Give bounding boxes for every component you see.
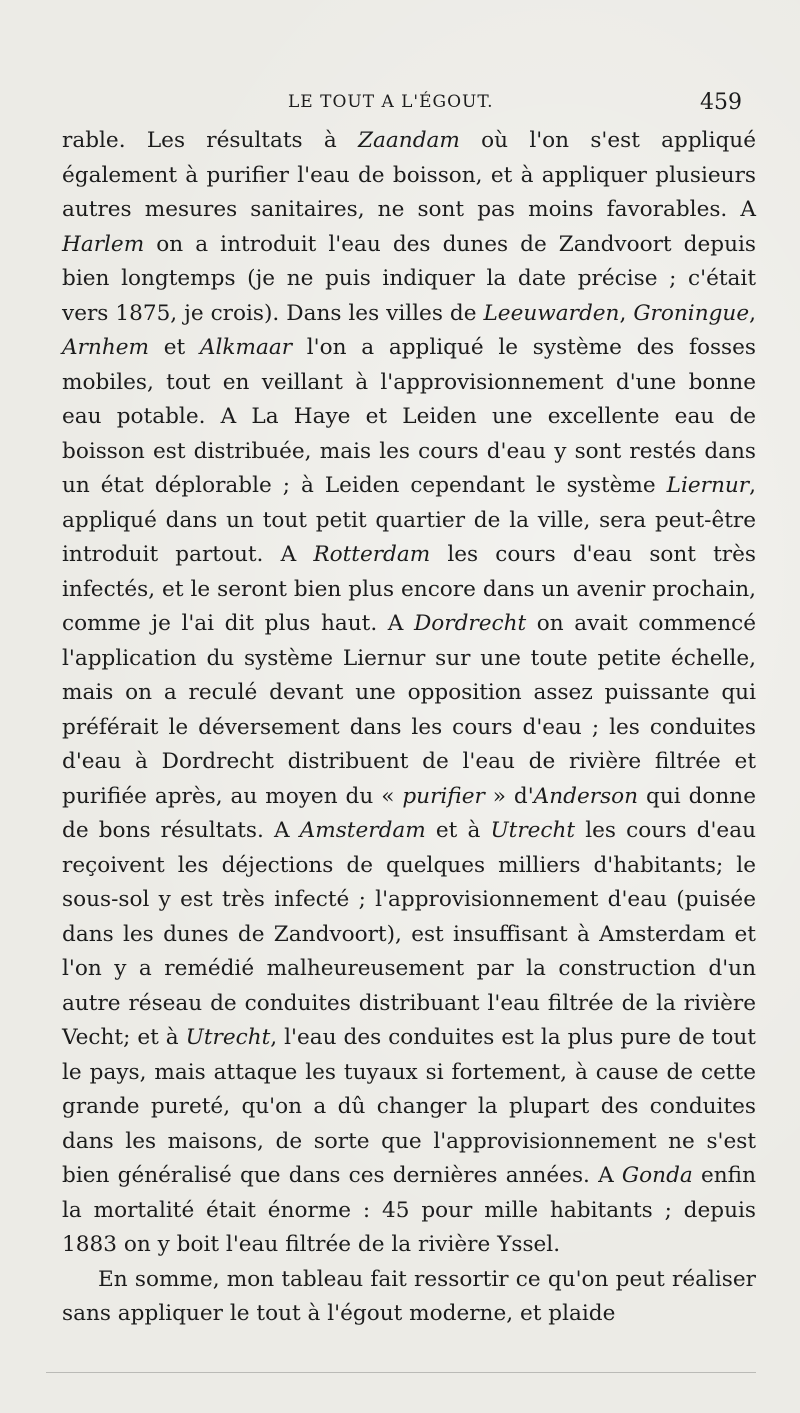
italic-segment: Amsterdam bbox=[299, 818, 426, 843]
text-segment: , appliqué dans un tout petit quartier de la ville, sera peut-être introduit partout. A bbox=[62, 473, 756, 567]
page-number: 459 bbox=[700, 90, 742, 115]
text-segment: , l'eau des conduites est la plus pure de tout le pays, mais attaque les tuyaux si fortement, à cause de cette grande pureté, qu'on a dû changer la plupart des conduites dans les maisons, de sorte que l'approvisionnement ne s'est bien généralisé que dans ces dernières années. A bbox=[62, 1025, 756, 1188]
italic-segment: Groningue bbox=[633, 300, 750, 326]
italic-segment: Alkmaar bbox=[199, 335, 293, 360]
text-segment: on a introduit l'eau des dunes de Zandvoort depuis bien longtemps (je ne puis indiquer la date précise ; c'était vers 1875, je crois). Dans les villes de bbox=[62, 231, 756, 326]
text-segment: l'on a appliqué le système des fosses mobiles, tout en veillant à l'approvisionnement d'une bonne eau potable. A La Haye et Leiden une excellente eau de boisson est distribuée, mais les cours d'eau y sont restés dans un état déplorable ; à Leiden cependant le système bbox=[62, 335, 756, 498]
text-segment: et bbox=[149, 335, 200, 360]
text-segment: on avait commencé l'application du système Liernur sur une toute petite échelle, mais on a reculé devant une opposition assez puissante qui préférait le déversement dans les cours d'eau ; les conduites d'eau à Dordrecht distribuent de l'eau de rivière filtrée et purifiée après, au moyen du « bbox=[62, 611, 756, 809]
italic-segment: purifier bbox=[402, 783, 485, 809]
text-segment: les cours d'eau sont très infectés, et le seront bien plus encore dans un avenir prochain, comme je l'ai dit plus haut. A bbox=[62, 542, 756, 636]
text-segment: qui donne de bons résultats. A bbox=[62, 783, 756, 843]
text-segment: où l'on s'est appliqué également à purifier l'eau de boisson, et à appliquer plusieurs autres mesures sanitaires, ne sont pas moins favorables. A bbox=[62, 128, 756, 222]
text-segment: et à bbox=[425, 818, 491, 843]
text-segment: , bbox=[619, 300, 634, 326]
running-head bbox=[0, 92, 800, 122]
text-segment: rable. Les résultats à bbox=[62, 128, 359, 153]
italic-segment: Utrecht bbox=[185, 1025, 271, 1050]
text-segment: les cours d'eau reçoivent les déjections de quelques milliers d'habitants; le sous-sol y est très infecté ; l'approvisionnement d'eau (puisée dans les dunes de Zandvoort), est insuffisant à Amsterdam et l'on y a remédié malheureusement par la construction d'un autre réseau de conduites distribuant l'eau filtrée de la rivière Vecht; et à bbox=[62, 818, 756, 1050]
italic-segment: Zaandam bbox=[358, 128, 460, 153]
paragraph-1 bbox=[62, 124, 756, 1263]
italic-segment: Anderson bbox=[533, 783, 639, 809]
italic-segment: Gonda bbox=[621, 1163, 693, 1188]
running-title: LE TOUT A L'ÉGOUT. bbox=[288, 92, 494, 112]
bottom-rule bbox=[46, 1372, 756, 1373]
body-text bbox=[62, 124, 756, 1332]
italic-segment: Arnhem bbox=[62, 335, 149, 360]
italic-segment: Dordrecht bbox=[413, 611, 527, 636]
text-segment: » d' bbox=[484, 783, 534, 809]
paragraph-2 bbox=[62, 1263, 756, 1332]
text-segment: enfin la mortalité était énorme : 45 pour mille habitants ; depuis 1883 on y boit l'eau filtrée de la rivière Yssel. bbox=[62, 1163, 756, 1257]
italic-segment: Utrecht bbox=[490, 818, 576, 843]
italic-segment: Liernur bbox=[666, 473, 750, 498]
text-segment: En somme, mon tableau fait ressortir ce qu'on peut réaliser sans appliquer le tout à l'égout moderne, et plaide bbox=[62, 1266, 756, 1326]
italic-segment: Harlem bbox=[62, 231, 145, 257]
italic-segment: Rotterdam bbox=[313, 542, 431, 567]
italic-segment: Leeuwarden bbox=[483, 300, 620, 326]
text-segment: , bbox=[749, 300, 756, 326]
